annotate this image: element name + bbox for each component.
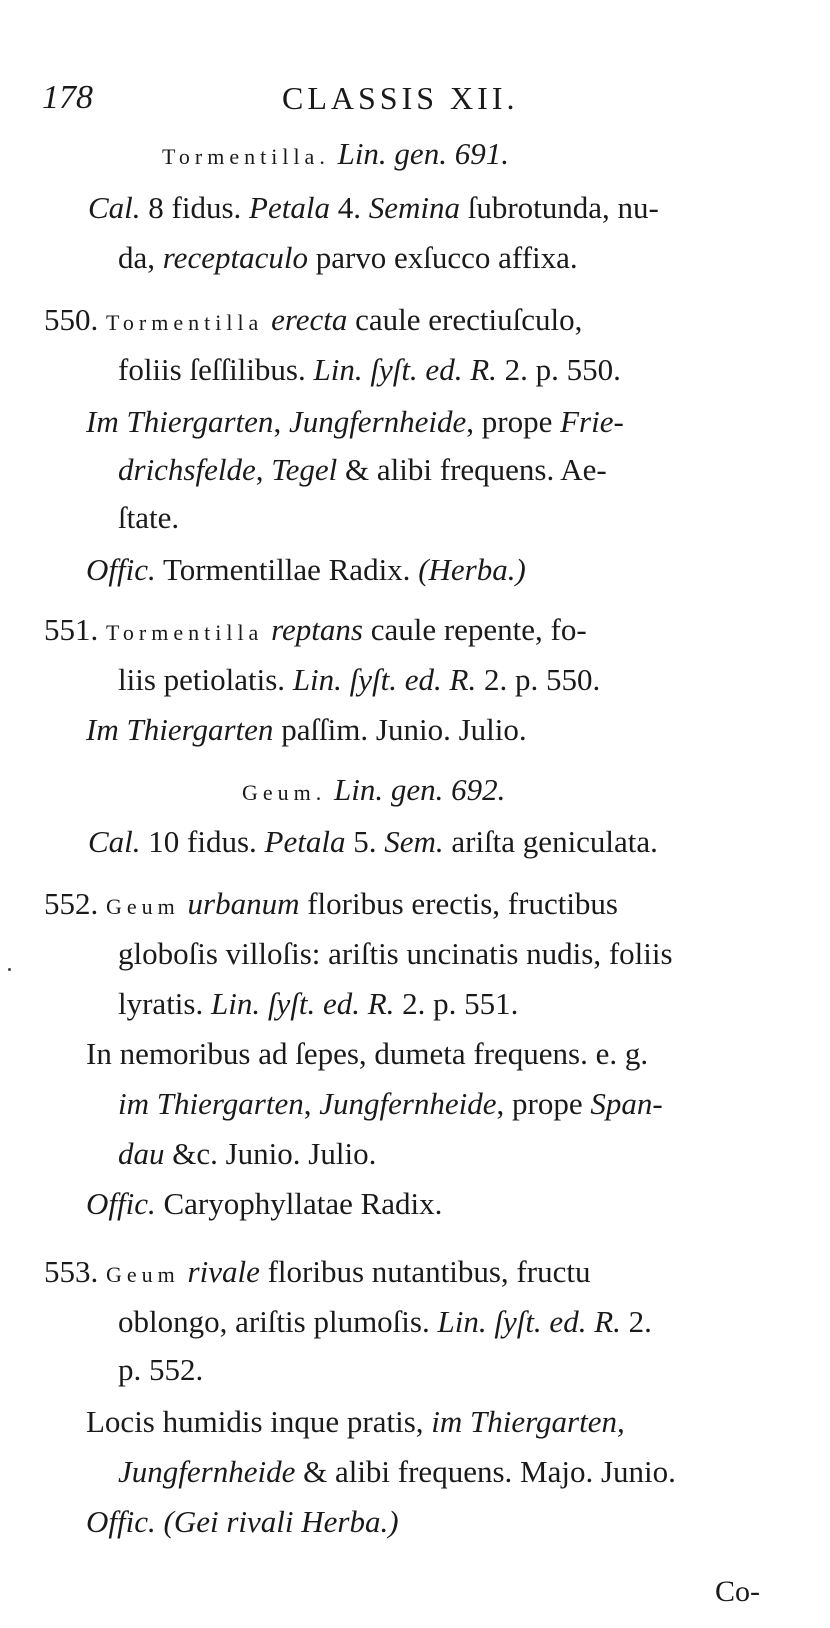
text: ſubrotunda, nu- <box>459 190 659 225</box>
species-epithet: urbanum <box>187 886 300 921</box>
text: parvo exſucco affixa. <box>307 240 578 275</box>
text: oblongo, ariſtis plumoſis. <box>118 1304 438 1339</box>
catchword: Co- <box>715 1575 760 1608</box>
text: (Herba.) <box>418 552 526 587</box>
species-number: 553. <box>44 1254 99 1289</box>
locality: Frie- <box>560 404 624 439</box>
genus-name: Geum. <box>242 780 327 805</box>
species-552-line-4: In nemoribus ad ſepes, dumeta frequens. e. g. <box>86 1036 649 1071</box>
text: , <box>273 404 289 439</box>
reference: Lin. ſyſt. ed. R. <box>292 662 477 697</box>
species-550-line-3 <box>86 398 624 446</box>
geum-characters <box>88 818 658 866</box>
species-550-line-4 <box>118 446 607 494</box>
text: 2. <box>620 1304 652 1339</box>
text: & alibi frequens. Ae- <box>337 452 607 487</box>
text: liis petiolatis. <box>118 662 293 697</box>
locality: im Thiergarten, <box>431 1404 625 1439</box>
species-552-offic <box>86 1180 442 1228</box>
species-553-line-5 <box>118 1448 676 1496</box>
species-553-line-3: p. 552. <box>118 1352 204 1387</box>
text: foliis ſeſſilibus. <box>118 352 314 387</box>
reference: Lin. ſyſt. ed. R. <box>313 352 497 387</box>
locality: Span- <box>590 1086 663 1121</box>
text: floribus nutantibus, fructu <box>259 1254 591 1289</box>
receptaculo-term: receptaculo <box>162 240 308 275</box>
text: da, <box>118 240 163 275</box>
species-552-line-1 <box>44 880 618 931</box>
text: , <box>303 1086 320 1121</box>
offic-label: Offic. <box>86 552 156 587</box>
page-number: 178 <box>42 79 93 116</box>
species-550-line-5: ſtate. <box>118 500 180 535</box>
locality: Im Thiergarten <box>86 712 274 747</box>
species-553-line-4 <box>86 1398 625 1446</box>
text: 5. <box>345 824 385 859</box>
petala-label: Petala <box>249 190 330 225</box>
text: &c. Junio. Julio. <box>164 1136 377 1171</box>
species-553-line-2 <box>118 1298 652 1346</box>
offic-label: Offic. <box>86 1186 156 1221</box>
text: caule erectiuſculo, <box>347 302 583 337</box>
reference: Lin. ſyſt. ed. R. <box>211 986 395 1021</box>
species-550-line-1 <box>44 296 582 347</box>
text: ariſta geniculata. <box>443 824 658 859</box>
species-number: 551. <box>44 612 99 647</box>
genus-name: Tormentilla <box>106 310 264 335</box>
text: 8 fidus. <box>140 190 250 225</box>
species-epithet: reptans <box>271 612 363 647</box>
sem-label: Sem. <box>384 824 444 859</box>
text: 2. p. 550. <box>476 662 601 697</box>
species-553-line-1 <box>44 1248 590 1299</box>
text: 4. <box>329 190 369 225</box>
text: Tormentillae Radix. <box>155 552 419 587</box>
petala-label: Petala <box>264 824 346 859</box>
locality: Jungfernheide <box>319 1086 497 1121</box>
genus-name: Geum <box>106 1262 180 1287</box>
text: lyratis. <box>118 986 211 1021</box>
text: 10 fidus. <box>140 824 265 859</box>
print-speck <box>8 968 11 971</box>
genus-characters-line-2 <box>118 234 578 282</box>
reference: Lin. ſyſt. ed. R. <box>437 1304 621 1339</box>
genus-name: Tormentilla. <box>162 144 330 169</box>
text: 2. p. 551. <box>394 986 519 1021</box>
offic-label: Offic. <box>86 1504 156 1539</box>
text: Caryophyllatae Radix. <box>155 1186 443 1221</box>
semina-label: Semina <box>368 190 460 225</box>
running-title: CLASSIS XII. <box>282 80 519 116</box>
species-550-line-2 <box>118 346 621 394</box>
species-551-line-3 <box>86 706 527 754</box>
cal-label: Cal. <box>88 190 141 225</box>
species-550-offic <box>86 546 526 594</box>
text: 2. p. 550. <box>496 352 621 387</box>
genus-reference: Lin. gen. 691. <box>337 136 509 171</box>
text: paſſim. Junio. Julio. <box>273 712 527 747</box>
species-number: 552. <box>44 886 99 921</box>
species-551-line-1 <box>44 606 587 657</box>
genus-characters-line-1 <box>88 184 659 232</box>
species-553-offic <box>86 1498 399 1546</box>
genus-reference: Lin. gen. 692. <box>334 772 506 807</box>
genus-heading-tormentilla <box>162 130 509 181</box>
species-552-line-2: globoſis villoſis: ariſtis uncinatis nudis, foliis <box>118 936 673 971</box>
species-552-line-5 <box>118 1080 663 1128</box>
genus-name: Geum <box>106 894 180 919</box>
species-number: 550. <box>44 302 99 337</box>
locality: Tegel <box>271 452 338 487</box>
text: (Gei rivali Herba.) <box>163 1504 399 1539</box>
locality: Jungfernheide <box>118 1454 296 1489</box>
species-551-line-2 <box>118 656 600 704</box>
text: caule repente, fo- <box>362 612 587 647</box>
text: & alibi frequens. Majo. Junio. <box>295 1454 676 1489</box>
cal-label: Cal. <box>88 824 141 859</box>
text: , prope <box>496 1086 591 1121</box>
locality: im Thiergarten <box>118 1086 304 1121</box>
locality: Jungfernheide <box>288 404 467 439</box>
locality: Im Thiergarten <box>86 404 274 439</box>
species-552-line-6 <box>118 1130 376 1178</box>
species-epithet: rivale <box>187 1254 260 1289</box>
locality: drichsfelde <box>118 452 256 487</box>
genus-name: Tormentilla <box>106 620 264 645</box>
species-552-line-3 <box>118 980 518 1028</box>
species-epithet: erecta <box>271 302 348 337</box>
text: , prope <box>466 404 561 439</box>
text: , <box>255 452 272 487</box>
text: floribus erectis, fructibus <box>299 886 618 921</box>
text: Locis humidis inque pratis, <box>86 1404 432 1439</box>
locality: dau <box>118 1136 165 1171</box>
genus-heading-geum <box>242 766 505 817</box>
